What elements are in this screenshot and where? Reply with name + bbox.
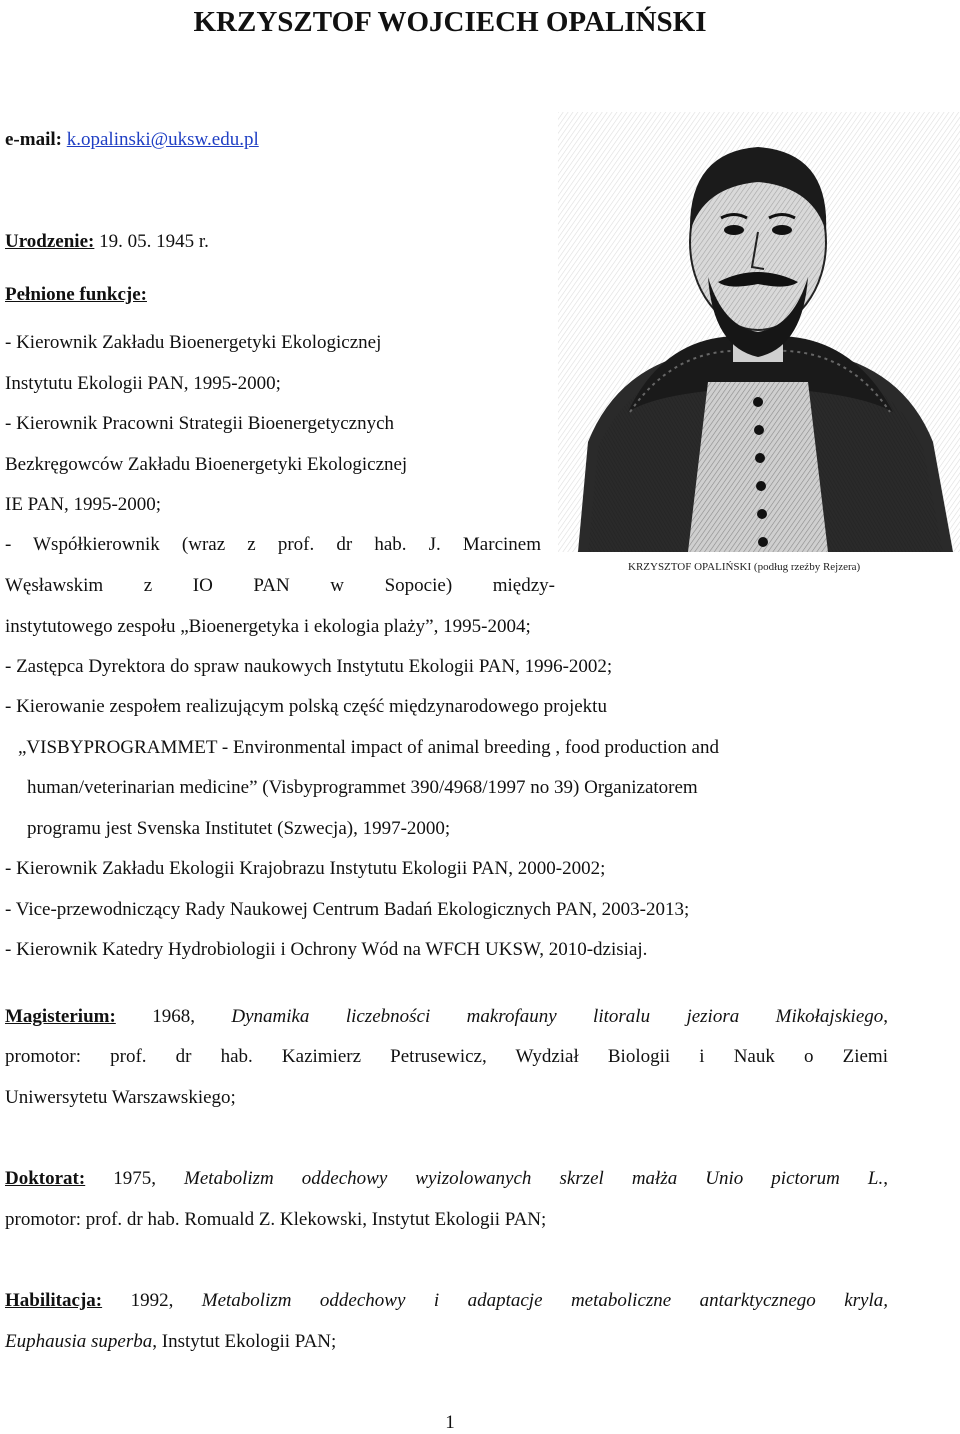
magisterium-label: Magisterium: [5,1006,116,1027]
function-line: - Vice-przewodniczący Rady Naukowej Centrum Badań Ekologicznych PAN, 2003-2013; [5,899,690,920]
email-label: e-mail: [5,129,62,150]
functions-heading: Pełnione funkcje: [5,284,147,305]
doktorat-line2: promotor: prof. dr hab. Romuald Z. Klekowski, Instytut Ekologii PAN; [5,1209,547,1230]
doktorat-label: Doktorat: [5,1168,86,1189]
function-line: IE PAN, 1995-2000; [5,494,162,515]
function-line: instytutowego zespołu „Bioenergetyka i ekologia plaży”, 1995-2004; [5,616,531,637]
habilitacja-line1 [5,1290,888,1312]
habilitacja-rest: , Instytut Ekologii PAN; [152,1331,337,1352]
doktorat-title: Metabolizm oddechowy wyizolowanych skrzel małża Unio pictorum L. [184,1168,884,1189]
function-line: - Współkierownik (wraz z prof. dr hab. J. Marcinem [5,534,541,555]
email-line [5,129,259,151]
magisterium-line1: Magisterium: 1968, Dynamika liczebności makrofauny litoralu jeziora Mikołajskiego, [5,1006,889,1027]
birth-label: Urodzenie: [5,231,95,252]
habilitacja-line2 [5,1331,336,1353]
function-line: - Zastępca Dyrektora do spraw naukowych Instytutu Ekologii PAN, 1996-2002; [5,656,613,677]
page-title: KRZYSZTOF WOJCIECH OPALIŃSKI [193,6,707,38]
doktorat-year: 1975, [113,1168,156,1189]
page-number: 1 [445,1412,455,1433]
portrait-image [558,112,960,580]
magisterium-line2: promotor: prof. dr hab. Kazimierz Petrusewicz, Wydział Biologii i Nauk o Ziemi [5,1046,888,1067]
magisterium-year: 1968, [152,1006,195,1027]
function-line: Instytutu Ekologii PAN, 1995-2000; [5,373,281,394]
portrait-engraving [558,112,960,580]
email-link[interactable]: k.opalinski@uksw.edu.pl [66,129,259,150]
portrait-caption: KRZYSZTOF OPALIŃSKI (podług rzeźby Rejzera) [628,561,861,573]
function-line: Bezkręgowców Zakładu Bioenergetyki Ekologicznej [5,454,408,475]
birth-value: 19. 05. 1945 r. [99,231,209,252]
habilitacja-label: Habilitacja: [5,1290,103,1311]
magisterium-title: Dynamika liczebności makrofauny litoralu jeziora Mikołajskiego [231,1006,884,1027]
habilitacja-year: 1992, [130,1290,174,1311]
function-line: - Kierownik Katedry Hydrobiologii i Ochrony Wód na WFCH UKSW, 2010-dzisiaj. [5,939,648,960]
magisterium-line3: Uniwersytetu Warszawskiego; [5,1087,236,1108]
function-line: - Kierowanie zespołem realizującym polską część międzynarodowego projektu [5,696,607,717]
function-line: human/veterinarian medicine” (Visbyprogrammet 390/4968/1997 no 39) Organizatorem [27,777,698,798]
function-line: Węsławskim z IO PAN w Sopocie) między- [5,575,555,596]
function-line: - Kierownik Pracowni Strategii Bioenergetycznych [5,413,395,434]
function-line: programu jest Svenska Institutet (Szwecja), 1997-2000; [27,818,451,839]
function-line: - Kierownik Zakładu Bioenergetyki Ekologicznej [5,332,382,353]
habilitacja-species: Euphausia superba [5,1331,153,1352]
function-line: - Kierownik Zakładu Ekologii Krajobrazu Instytutu Ekologii PAN, 2000-2002; [5,858,606,879]
habilitacja-title: Metabolizm oddechowy i adaptacje metaboliczne antarktycznego kryla, [201,1290,888,1311]
function-line: „VISBYPROGRAMMET - Environmental impact of animal breeding , food production and [18,737,719,758]
doktorat-line1: Doktorat: 1975, Metabolizm oddechowy wyizolowanych skrzel małża Unio pictorum L., [5,1168,889,1189]
birth-line [5,231,209,253]
